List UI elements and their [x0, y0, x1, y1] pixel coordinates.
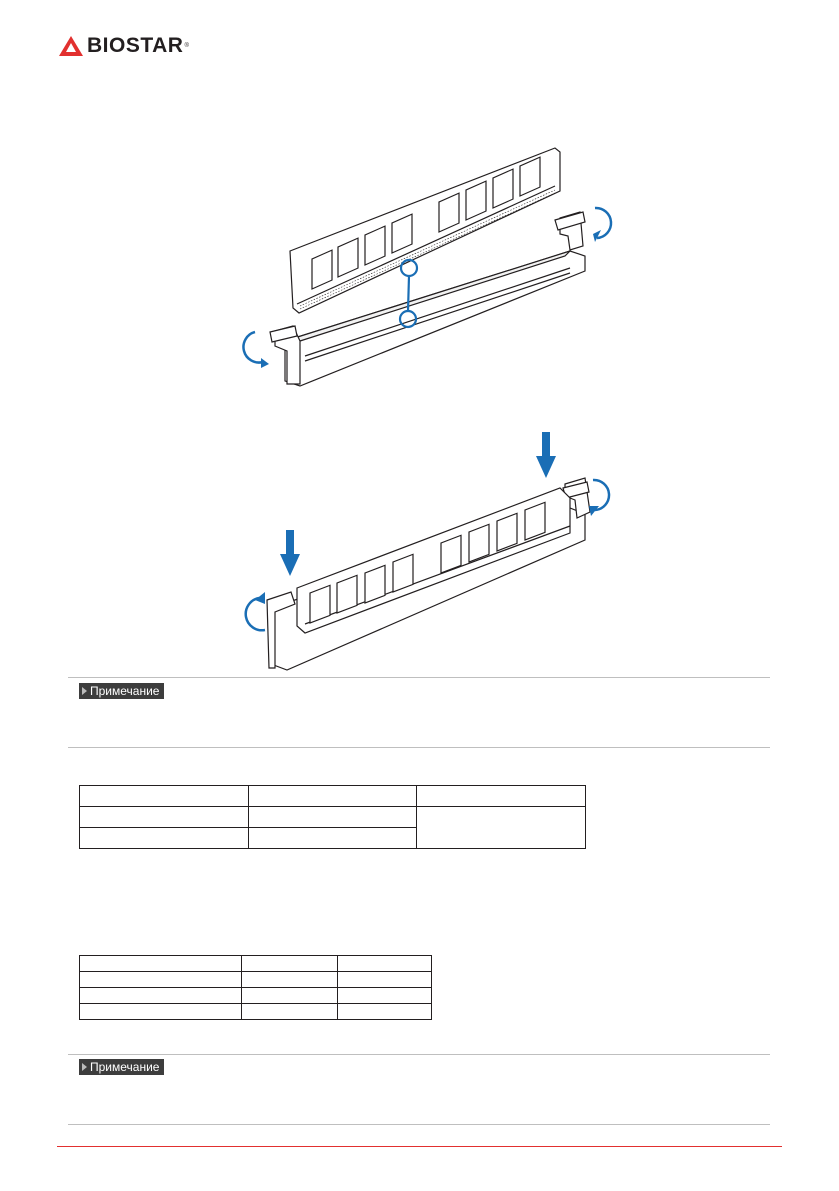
table-cell [417, 786, 586, 807]
table-cell [80, 828, 249, 849]
table-cell [242, 1004, 337, 1020]
biostar-logo [58, 32, 189, 60]
registered-mark: ® [184, 43, 189, 49]
memory-config-table [79, 785, 586, 849]
table-cell [337, 988, 431, 1004]
table-cell [248, 807, 417, 828]
note-divider-top [68, 1054, 770, 1055]
triangle-marker-icon [82, 687, 87, 695]
table-cell [80, 972, 242, 988]
table-cell [80, 988, 242, 1004]
table-cell [80, 1004, 242, 1020]
brand-name: BIOSTAR [87, 34, 184, 57]
table-cell [337, 1004, 431, 1020]
footer-divider [57, 1146, 782, 1147]
note-label-text: Примечание [90, 1060, 160, 1074]
note-label [79, 1059, 164, 1075]
table-row [80, 786, 586, 807]
biostar-logo-icon [58, 35, 84, 57]
dimm-insert-illustration [225, 428, 625, 674]
table-cell [248, 828, 417, 849]
table-row [80, 1004, 432, 1020]
note-divider-bottom [68, 747, 770, 748]
table-cell-merged [417, 807, 586, 849]
table-row [80, 972, 432, 988]
table-cell [80, 807, 249, 828]
table-cell [80, 956, 242, 972]
table-cell [248, 786, 417, 807]
note-label-text: Примечание [90, 684, 160, 698]
table-cell [337, 972, 431, 988]
note-divider-top [68, 677, 770, 678]
table-row [80, 956, 432, 972]
table-cell [242, 988, 337, 1004]
table-cell [337, 956, 431, 972]
dimm-unlock-align-illustration [225, 146, 625, 392]
table-row [80, 988, 432, 1004]
table-cell [80, 786, 249, 807]
triangle-marker-icon [82, 1063, 87, 1071]
table-cell [242, 956, 337, 972]
memory-slot-table [79, 955, 432, 1020]
note-divider-bottom [68, 1124, 770, 1125]
table-cell [242, 972, 337, 988]
table-row [80, 807, 586, 828]
note-label [79, 683, 164, 699]
